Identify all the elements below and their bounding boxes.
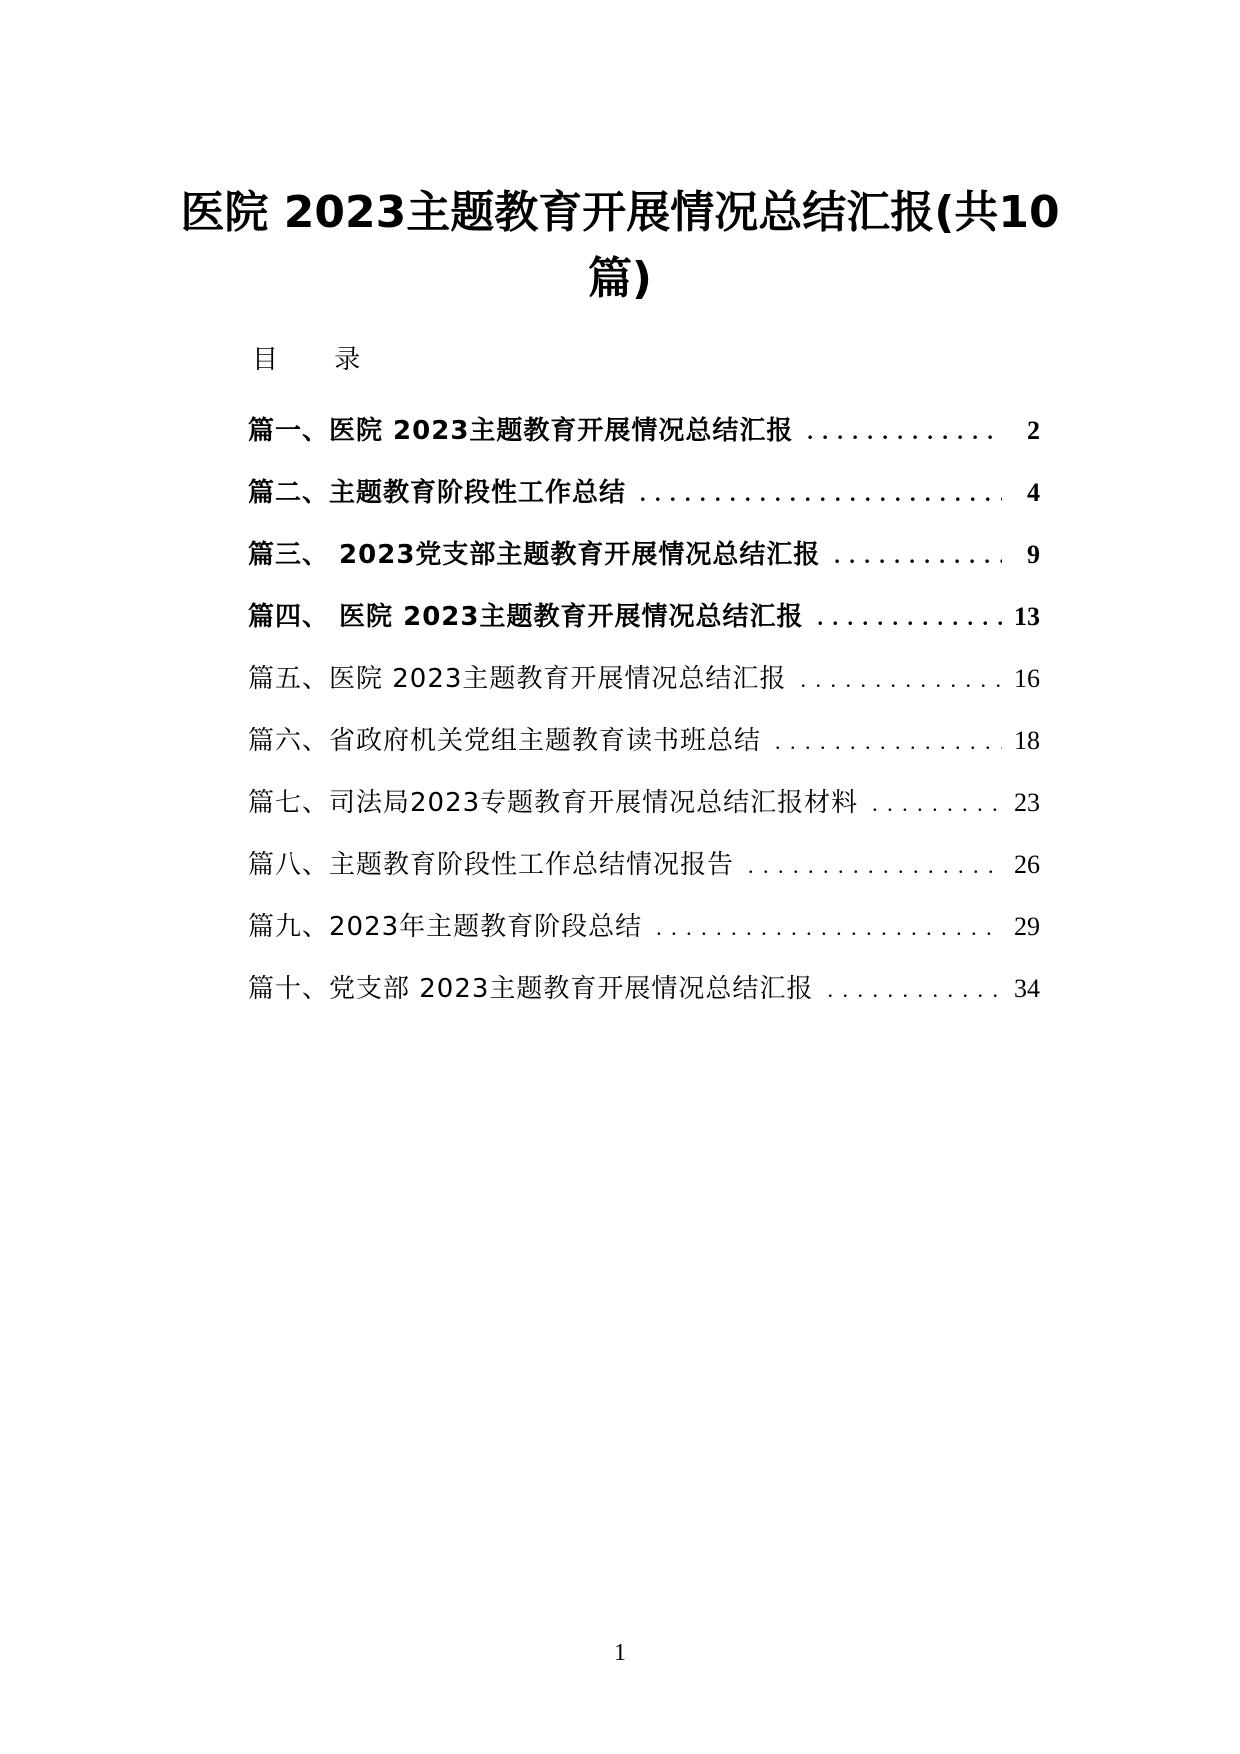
toc-item-4[interactable]: [248, 586, 1040, 648]
toc-item-label: 篇三、 2023党支部主题教育开展情况总结汇报: [248, 540, 821, 570]
toc-item-page: 26: [1014, 850, 1040, 879]
toc-item-page: 29: [1014, 912, 1040, 941]
toc-item-page: 13: [1014, 602, 1040, 631]
toc-item-label: 篇四、 医院 2023主题教育开展情况总结汇报: [248, 602, 804, 632]
toc-item-1[interactable]: [248, 400, 1040, 462]
toc-item-3[interactable]: [248, 524, 1040, 586]
toc-item-page: 16: [1014, 664, 1040, 693]
toc-item-6[interactable]: [248, 710, 1040, 772]
toc-item-label: 篇十、党支部 2023主题教育开展情况总结汇报: [248, 974, 814, 1004]
toc-leader-dots: [748, 835, 1002, 897]
toc-leader-dots: [656, 897, 1002, 959]
toc-leader-dots: [817, 587, 1002, 649]
toc-leader-dots: [640, 463, 1002, 525]
toc-item-7[interactable]: [248, 772, 1040, 834]
toc-item-9[interactable]: [248, 896, 1040, 958]
toc-item-label: 篇六、省政府机关党组主题教育读书班总结: [248, 726, 762, 756]
toc-leader-dots: [872, 773, 1002, 835]
toc-heading: 目 录: [252, 345, 385, 375]
toc-item-page: 9: [1027, 540, 1040, 569]
toc-item-5[interactable]: [248, 648, 1040, 710]
toc-item-page: 4: [1027, 478, 1040, 507]
page-number: 1: [614, 1640, 626, 1666]
toc-item-page: 34: [1014, 974, 1040, 1003]
toc-leader-dots: [834, 525, 1002, 587]
toc-item-2[interactable]: [248, 462, 1040, 524]
toc-leader-dots: [827, 959, 1002, 1021]
toc-leader-dots: [807, 401, 1002, 463]
toc-item-page: 23: [1014, 788, 1040, 817]
toc-item-label: 篇五、医院 2023主题教育开展情况总结汇报: [248, 664, 787, 694]
table-of-contents: [248, 400, 1040, 1020]
toc-item-label: 篇八、主题教育阶段性工作总结情况报告: [248, 850, 735, 880]
toc-item-label: 篇二、主题教育阶段性工作总结: [248, 478, 627, 508]
toc-item-label: 篇九、2023年主题教育阶段总结: [248, 912, 643, 942]
toc-item-label: 篇一、医院 2023主题教育开展情况总结汇报: [248, 416, 794, 446]
toc-item-label: 篇七、司法局2023专题教育开展情况总结汇报材料: [248, 788, 859, 818]
toc-item-page: 18: [1014, 726, 1040, 755]
toc-leader-dots: [800, 649, 1002, 711]
toc-item-8[interactable]: [248, 834, 1040, 896]
toc-item-page: 2: [1027, 416, 1040, 445]
toc-item-10[interactable]: [248, 958, 1040, 1020]
document-title: 医院 2023主题教育开展情况总结汇报(共10 篇): [180, 187, 1060, 304]
toc-leader-dots: [775, 711, 1002, 773]
